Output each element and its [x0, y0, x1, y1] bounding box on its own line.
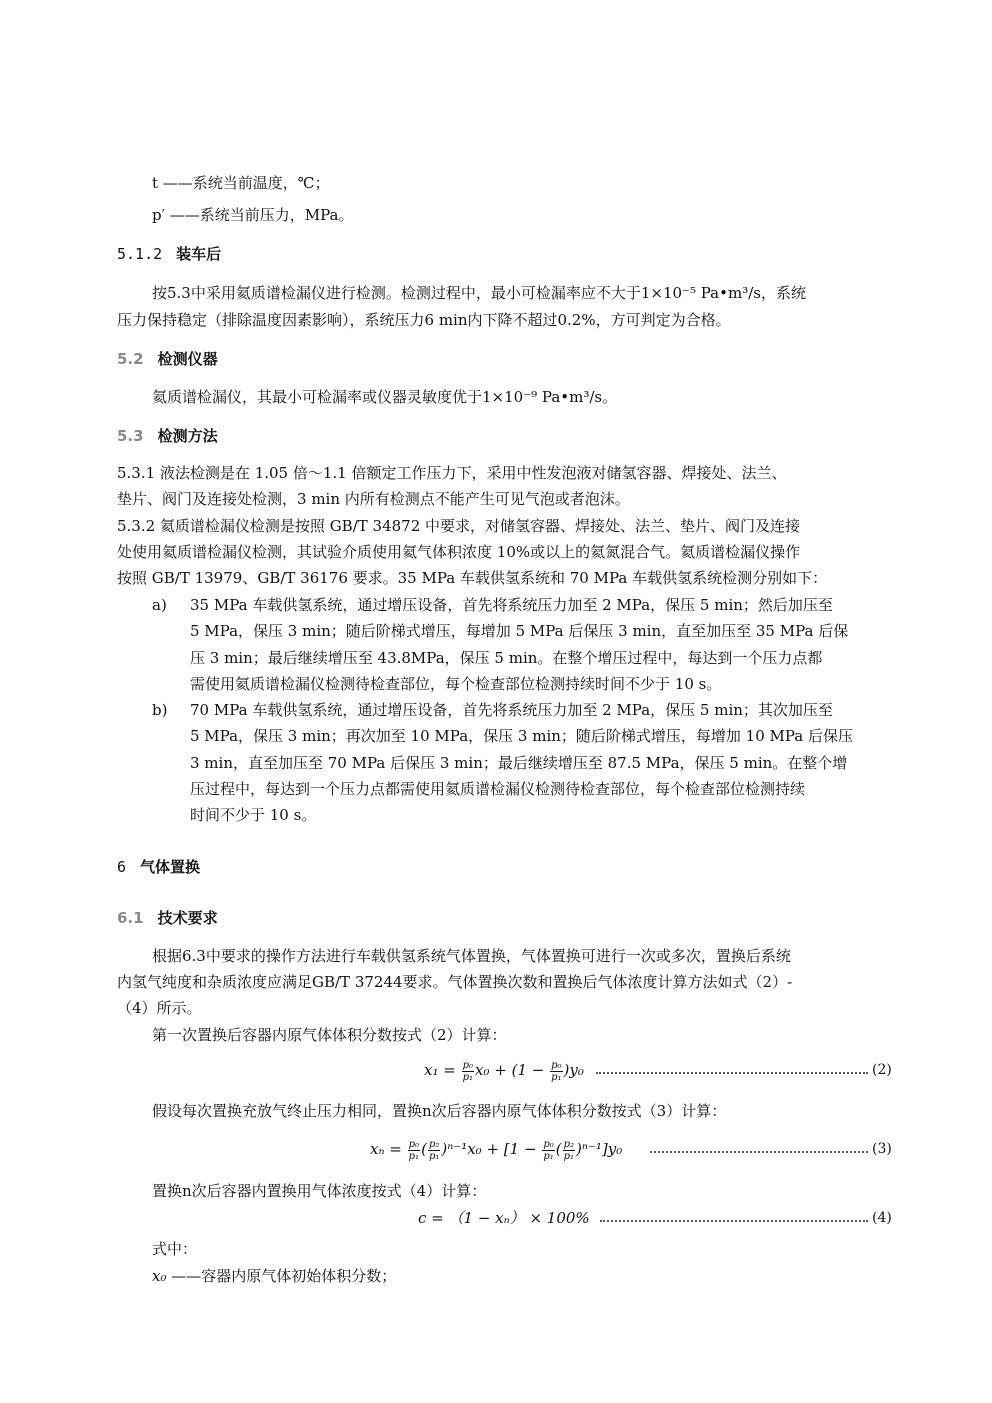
fraction-numerator: p₀ — [408, 1138, 420, 1150]
section-number: 6 — [117, 858, 127, 876]
equation-4: c = （1 − xₙ） × 100% — [418, 1209, 590, 1227]
list-item-line: 3 min，直至加压至 70 MPa 后保压 3 min；最后继续增压至 87.5 MPa，保压 5 min。在整个增 — [190, 754, 848, 772]
section-number: 6.1 — [117, 909, 144, 927]
section-title: 技术要求 — [157, 909, 218, 927]
list-item-line: 压 3 min；最后继续增压至 43.8MPa，保压 5 min。在整个增压过程中，每达到一个压力点都 — [190, 649, 823, 667]
fraction-denominator: p₁ — [462, 1071, 474, 1083]
fraction — [428, 1139, 440, 1162]
fraction — [462, 1060, 474, 1083]
eq-lhs: xₙ = — [370, 1140, 402, 1158]
x0-definition — [152, 1265, 396, 1287]
eq-term: x₀ + (1 − — [475, 1061, 545, 1079]
list-label-b: b) — [152, 701, 168, 719]
fraction-numerator: p₂ — [428, 1138, 440, 1150]
section-title: 气体置换 — [140, 858, 201, 876]
section-heading-6-1 — [117, 907, 218, 929]
eq-term: )ⁿ⁻¹x₀ + [1 − — [441, 1140, 537, 1158]
symbol: x₀ — [152, 1267, 167, 1285]
section-title: 装车后 — [176, 245, 222, 263]
fraction — [408, 1139, 420, 1162]
section-number: 5.1.2 — [117, 245, 163, 263]
eq-term: ( — [555, 1140, 562, 1158]
paragraph-line: 5.3.1 液法检测是在 1.05 倍～1.1 倍额定工作压力下，采用中性发泡液对储氢容器、焊接处、法兰、 — [117, 464, 787, 482]
equation-intro: 置换n次后容器内置换用气体浓度按式（4）计算： — [152, 1182, 487, 1200]
section-heading-5-1-2 — [117, 243, 221, 265]
leader-dots — [596, 1072, 868, 1074]
equation-number: (2) — [872, 1062, 892, 1078]
p-prime-definition: p′ ——系统当前压力，MPa。 — [152, 206, 354, 224]
equation-number: (3) — [872, 1141, 892, 1157]
list-label-a: a) — [152, 596, 167, 614]
fraction-numerator: p₀ — [462, 1059, 474, 1071]
equation-3 — [370, 1138, 622, 1162]
leader-dots — [600, 1220, 868, 1222]
definition-text: ——容器内原气体初始体积分数； — [171, 1267, 397, 1285]
paragraph-line: 按5.3中采用氦质谱检漏仪进行检测。检测过程中，最小可检漏率应不大于1×10⁻⁵ Pa•m³/s，系统 — [152, 284, 806, 302]
fraction — [542, 1139, 554, 1162]
list-item-line: 70 MPa 车载供氢系统，通过增压设备，首先将系统压力加至 2 MPa，保压 5 min；其次加压至 — [190, 701, 833, 719]
section-title: 检测仪器 — [157, 350, 218, 368]
list-item-line: 5 MPa，保压 3 min；随后阶梯式增压，每增加 5 MPa 后保压 3 min，直至加压至 35 MPa 后保 — [190, 622, 849, 640]
fraction-denominator: p₁ — [408, 1150, 420, 1162]
paragraph-line: 处使用氦质谱检漏仪检测，其试验介质使用氦气体积浓度 10%或以上的氦氮混合气。氦质谱检漏仪操作 — [117, 543, 801, 561]
paragraph-line: 氦质谱检漏仪，其最小可检漏率或仪器灵敏度优于1×10⁻⁹ Pa•m³/s。 — [152, 388, 618, 406]
section-heading-5-2 — [117, 348, 218, 370]
paragraph-line: 垫片、阀门及连接处检测，3 min 内所有检测点不能产生可见气泡或者泡沫。 — [117, 490, 630, 508]
paragraph-line: 内氢气纯度和杂质浓度应满足GB/T 37244要求。气体置换次数和置换后气体浓度计算方法如式（2）- — [117, 973, 793, 991]
fraction-denominator: p₁ — [551, 1071, 562, 1083]
fraction-denominator: p₁ — [543, 1150, 554, 1162]
paragraph-line: 根据6.3中要求的操作方法进行车载供氢系统气体置换，气体置换可进行一次或多次，置换后系统 — [152, 947, 791, 965]
section-heading-5-3 — [117, 425, 218, 447]
section-heading-6 — [117, 856, 200, 878]
leader-dots — [650, 1151, 868, 1153]
section-title: 检测方法 — [157, 427, 218, 445]
paragraph-line: 压力保持稳定（排除温度因素影响），系统压力6 min内下降不超过0.2%，方可判定为合格。 — [117, 311, 731, 329]
eq-lhs: x₁ = — [424, 1061, 456, 1079]
fraction-denominator: p₁ — [428, 1150, 440, 1162]
fraction-numerator: p₀ — [543, 1138, 554, 1150]
equation-intro: 假设每次置换充放气终止压力相同，置换n次后容器内原气体体积分数按式（3）计算： — [152, 1102, 727, 1120]
eq-term: )y₀ — [563, 1061, 584, 1079]
list-item-line: 5 MPa，保压 3 min；再次加至 10 MPa，保压 3 min；随后阶梯式增压，每增加 10 MPa 后保压 — [190, 727, 854, 745]
paragraph-line: 按照 GB/T 13979、GB/T 36176 要求。35 MPa 车载供氢系统和 70 MPa 车载供氢系统检测分别如下： — [117, 569, 828, 587]
fraction-numerator: p₀ — [551, 1059, 562, 1071]
equation-intro: 第一次置换后容器内原气体体积分数按式（2）计算： — [152, 1026, 507, 1044]
list-item-line: 时间不少于 10 s。 — [190, 806, 317, 824]
fraction-denominator: p₁ — [563, 1150, 575, 1162]
fraction — [550, 1060, 562, 1083]
eq-term: )ⁿ⁻¹]y₀ — [576, 1140, 623, 1158]
fraction — [563, 1139, 575, 1162]
section-number: 5.3 — [117, 427, 144, 445]
t-definition: t ——系统当前温度，℃； — [152, 174, 330, 192]
eq-term: ( — [421, 1140, 427, 1158]
paragraph-line: 5.3.2 氦质谱检漏仪检测是按照 GB/T 34872 中要求，对储氢容器、焊接处、法兰、垫片、阀门及连接 — [117, 517, 801, 535]
list-item-line: 需使用氦质谱检漏仪检测待检查部位，每个检查部位检测持续时间不少于 10 s。 — [190, 675, 722, 693]
where-label: 式中： — [152, 1240, 198, 1258]
fraction-numerator: p₂ — [563, 1138, 575, 1150]
list-item-line: 压过程中，每达到一个压力点都需使用氦质谱检漏仪检测待检查部位，每个检查部位检测持续 — [190, 780, 806, 798]
paragraph-line: （4）所示。 — [117, 999, 202, 1017]
equation-number: (4) — [872, 1210, 892, 1226]
equation-2 — [424, 1059, 584, 1083]
section-number: 5.2 — [117, 350, 144, 368]
list-item-line: 35 MPa 车载供氢系统，通过增压设备，首先将系统压力加至 2 MPa，保压 5 min；然后加压至 — [190, 596, 833, 614]
